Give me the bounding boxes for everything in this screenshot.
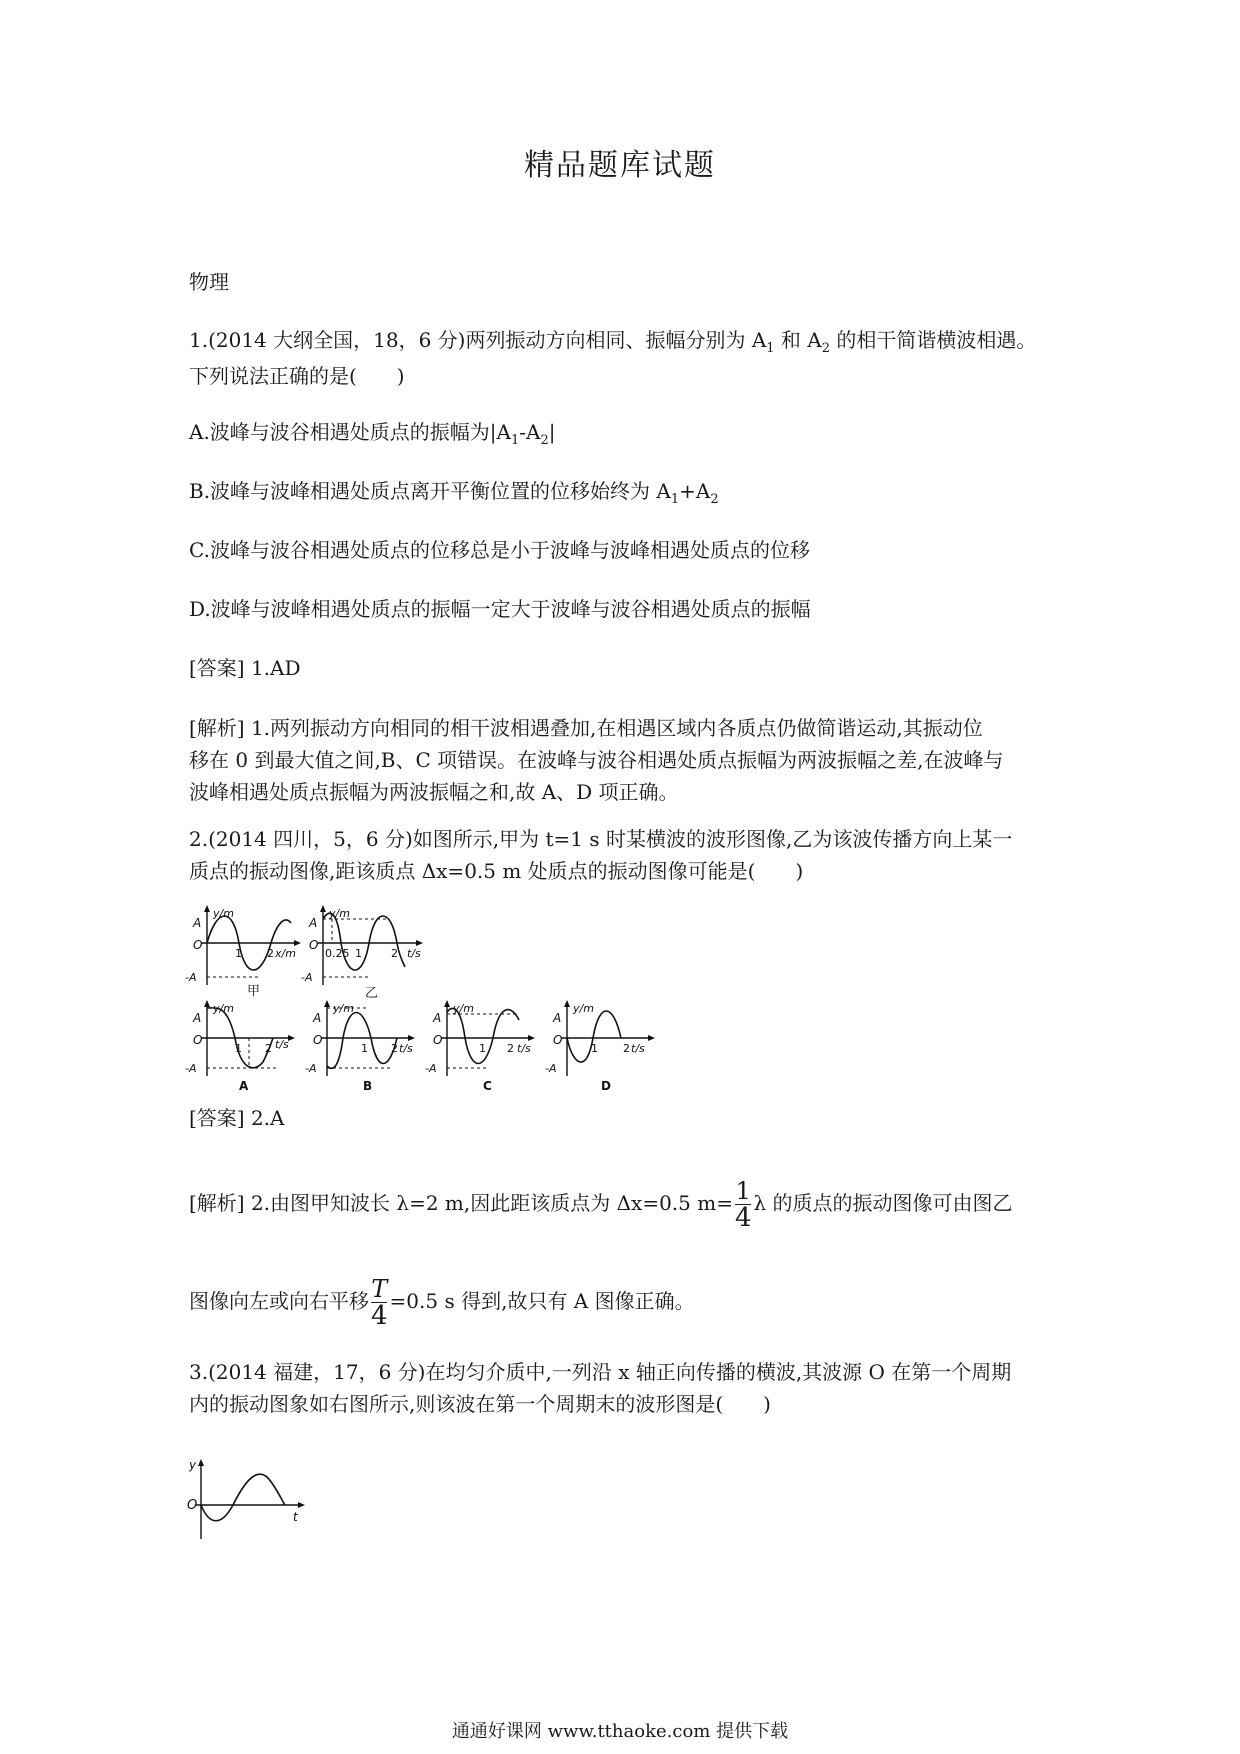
opt-d-amp: A — [553, 1011, 562, 1025]
question-3-line1: 3.(2014 福建，17，6 分)在均匀介质中,一列沿 x 轴正向传播的横波,其波源 O 在第一个周期 — [189, 1360, 1012, 1384]
analysis-2-line2: 图像向左或向右平移 $\frac{T}{4}$ =0.5 s 得到,故只有 A 图像正确。 — [189, 1275, 695, 1331]
opt-d-ylabel: y/m — [573, 1002, 594, 1015]
jia-tick-1: 1 — [235, 947, 242, 960]
question-1-line2: 下列说法正确的是( ) — [189, 364, 405, 388]
opt-b-caption: B — [363, 1079, 373, 1093]
fraction-t-quarter: $\frac{T}{4}$ — [371, 1275, 388, 1331]
jia-amp-label: A — [193, 916, 202, 930]
page-title: 精品题库试题 — [524, 148, 716, 183]
yi-tick-1: 1 — [355, 947, 362, 960]
question-1-line1: 1.(2014 大纲全国，18，6 分)两列振动方向相同、振幅分别为 $A_1$ 和 $A_2$ 的相干简谐横波相遇。 — [189, 328, 1037, 356]
opt-a-caption: A — [239, 1079, 249, 1093]
yi-origin-label: O — [309, 938, 319, 952]
opt-b-tick-2: 2 — [391, 1042, 398, 1055]
opt-b-ylabel: y/m — [333, 1002, 354, 1015]
opt-a-origin: O — [193, 1033, 203, 1047]
opt-b-neg-amp: -A — [305, 1062, 317, 1075]
opt-c-neg-amp: -A — [425, 1062, 437, 1075]
opt-c-amp: A — [433, 1011, 442, 1025]
question-1-stem — [189, 324, 1069, 392]
opt-a-neg-amp: -A — [185, 1062, 197, 1075]
page-footer: 通通好课网 www.tthaoke.com 提供下载 — [451, 1721, 789, 1742]
yi-tick-025: 0.25 — [325, 947, 350, 960]
yi-neg-amp-label: -A — [301, 971, 313, 984]
opt-d-neg-amp: -A — [545, 1062, 557, 1075]
yi-ylabel: y/m — [329, 907, 350, 920]
figure-option-a — [185, 1000, 295, 1093]
question-2-line1: 2.(2014 四川，5，6 分)如图所示,甲为 t=1 s 时某横波的波形图像,乙为该波传播方向上某一 — [189, 827, 1013, 851]
q3-ylabel: y — [189, 1458, 197, 1472]
opt-c-caption: C — [483, 1079, 492, 1093]
opt-d-tick-2: 2 — [623, 1042, 630, 1055]
opt-a-tick-2: 2 — [265, 1042, 272, 1055]
analysis-1 — [189, 712, 1069, 808]
question-2-figure — [185, 905, 685, 1105]
opt-a-amp: A — [193, 1011, 202, 1025]
question-3-stem — [189, 1356, 1069, 1420]
opt-d-caption: D — [601, 1079, 611, 1093]
opt-c-tick-2: 2 — [507, 1042, 514, 1055]
q3-xlabel: t — [293, 1510, 298, 1524]
figure-option-d — [545, 1000, 655, 1093]
jia-ylabel: y/m — [213, 907, 234, 920]
jia-xlabel: x/m — [275, 947, 296, 960]
yi-xlabel: t/s — [407, 947, 421, 960]
opt-d-tick-1: 1 — [591, 1042, 598, 1055]
opt-b-tick-1: 1 — [361, 1042, 368, 1055]
analysis-2-line1: [解析] 2.由图甲知波长 λ=2 m,因此距该质点为 Δx=0.5 m= $\frac{1}{4}$ λ 的质点的振动图像可由图乙 — [189, 1177, 1013, 1233]
option-1b: B.波峰与波峰相遇处质点离开平衡位置的位移始终为 $A_1+A_2$ — [189, 479, 719, 507]
analysis-1-line1: [解析] 1.两列振动方向相同的相干波相遇叠加,在相遇区域内各质点仍做简谐运动,其振动位 — [189, 716, 983, 740]
opt-b-amp: A — [313, 1011, 322, 1025]
opt-d-xlabel: t/s — [631, 1042, 645, 1055]
analysis-1-line3: 波峰相遇处质点振幅为两波振幅之和,故 A、D 项正确。 — [189, 780, 679, 804]
question-3-figure — [185, 1455, 325, 1545]
subject-label: 物理 — [189, 270, 229, 294]
question-2-stem — [189, 823, 1069, 887]
question-3-line2: 内的振动图象如右图所示,则该波在第一个周期末的波形图是( ) — [189, 1392, 771, 1416]
opt-a-ylabel: y/m — [213, 1002, 234, 1015]
question-2-line2: 质点的振动图像,距该质点 Δx=0.5 m 处质点的振动图像可能是( ) — [189, 859, 804, 883]
figure-yi — [301, 905, 423, 1001]
jia-neg-amp-label: -A — [185, 971, 197, 984]
option-1d: D.波峰与波峰相遇处质点的振幅一定大于波峰与波谷相遇处质点的振幅 — [189, 597, 811, 621]
opt-c-tick-1: 1 — [479, 1042, 486, 1055]
jia-origin-label: O — [193, 938, 203, 952]
analysis-1-line2: 移在 0 到最大值之间,B、C 项错误。在波峰与波谷相遇处质点振幅为两波振幅之差,在波峰与 — [189, 748, 1004, 772]
option-1c: C.波峰与波谷相遇处质点的位移总是小于波峰与波峰相遇处质点的位移 — [189, 538, 810, 562]
opt-b-origin: O — [313, 1033, 323, 1047]
yi-caption: 乙 — [365, 986, 379, 1001]
opt-c-xlabel: t/s — [517, 1042, 531, 1055]
fraction-one-quarter: $\frac{1}{4}$ — [734, 1177, 752, 1233]
opt-d-origin: O — [553, 1033, 563, 1047]
answer-2: [答案] 2.A — [189, 1106, 285, 1130]
opt-c-ylabel: y/m — [453, 1002, 474, 1015]
opt-b-xlabel: t/s — [399, 1042, 413, 1055]
opt-c-origin: O — [433, 1033, 443, 1047]
opt-a-tick-1: 1 — [235, 1042, 242, 1055]
jia-tick-2: 2 — [267, 947, 274, 960]
opt-a-xlabel: t/s — [275, 1038, 289, 1051]
answer-1: [答案] 1.AD — [189, 656, 301, 680]
figure-option-b — [305, 1000, 415, 1093]
figure-option-c — [425, 1000, 535, 1093]
jia-caption: 甲 — [247, 984, 261, 999]
q3-origin: O — [187, 1498, 198, 1513]
yi-amp-label: A — [309, 916, 318, 930]
figure-jia — [185, 905, 301, 999]
yi-tick-2: 2 — [391, 947, 398, 960]
option-1a: A.波峰与波谷相遇处质点的振幅为$|A_1-A_2|$ — [189, 420, 556, 448]
